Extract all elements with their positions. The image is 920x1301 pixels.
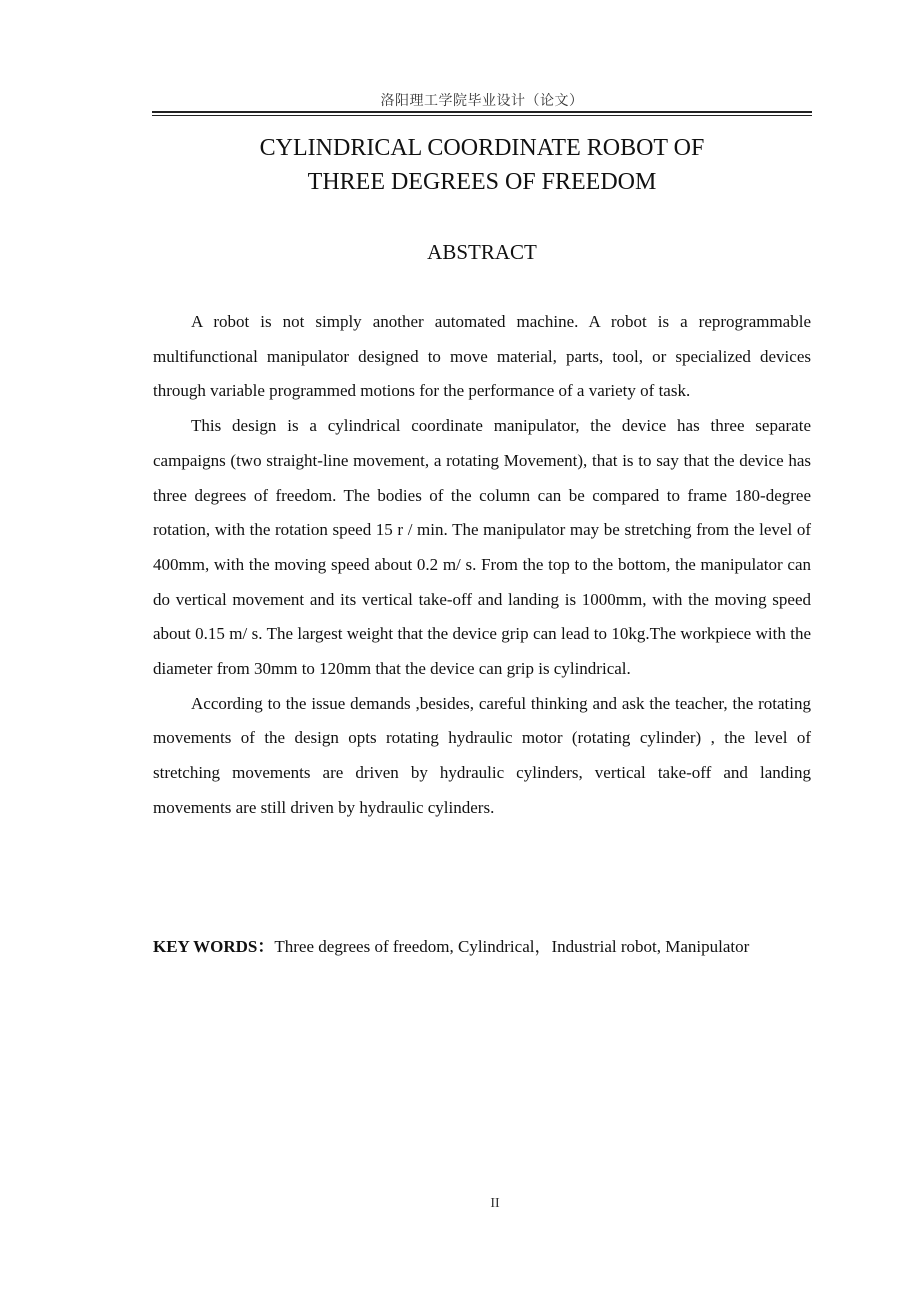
header-rule-thin [152, 115, 812, 116]
abstract-paragraph-3: According to the issue demands ,besides, careful thinking and ask the teacher, the rotating movements of the design opts rotating hydraulic motor (rotating cylinder) , the level of stretching movements are driven by hydraulic cylinders, vertical take-off and landing movements are still driven by hydraulic cylinders. [153, 693, 811, 817]
abstract-heading: ABSTRACT [427, 240, 537, 264]
page-number: II [490, 1196, 500, 1211]
document-title [152, 131, 812, 199]
keywords-label: KEY WORDS： [153, 937, 275, 956]
abstract-paragraph-1: A robot is not simply another automated machine. A robot is a reprogrammable multifunctional manipulator designed to move material, parts, tool, or specialized devices through variable programmed motions for the performance of a variety of task. [153, 312, 811, 401]
keywords-line [153, 931, 823, 963]
title-line-1: CYLINDRICAL COORDINATE ROBOT OF [259, 135, 705, 161]
header-rule-thick [152, 111, 812, 113]
abstract-body [153, 305, 811, 826]
title-line-2: THREE DEGREES OF FREEDOM [307, 169, 657, 195]
abstract-paragraph-2: This design is a cylindrical coordinate manipulator, the device has three separate campaigns (two straight-line movement, a rotating Movement), that is to say that the device has three degrees of freedom. The bodies of the column can be compared to frame 180-degree rotation, with the rotation speed 15 r / min. The manipulator may be stretching from the level of 400mm, with the moving speed about 0.2 m/ s. From the top to the bottom, the manipulator can do vertical movement and its vertical take-off and landing is 1000mm, with the moving speed about 0.15 m/ s. The largest weight that the device grip can lead to 10kg.The workpiece with the diameter from 30mm to 120mm that the device can grip is cylindrical. [153, 416, 811, 679]
keywords-value: Three degrees of freedom, Cylindrical，Industrial robot, Manipulator [274, 937, 750, 956]
running-header: 洛阳理工学院毕业设计（论文） [380, 94, 584, 109]
